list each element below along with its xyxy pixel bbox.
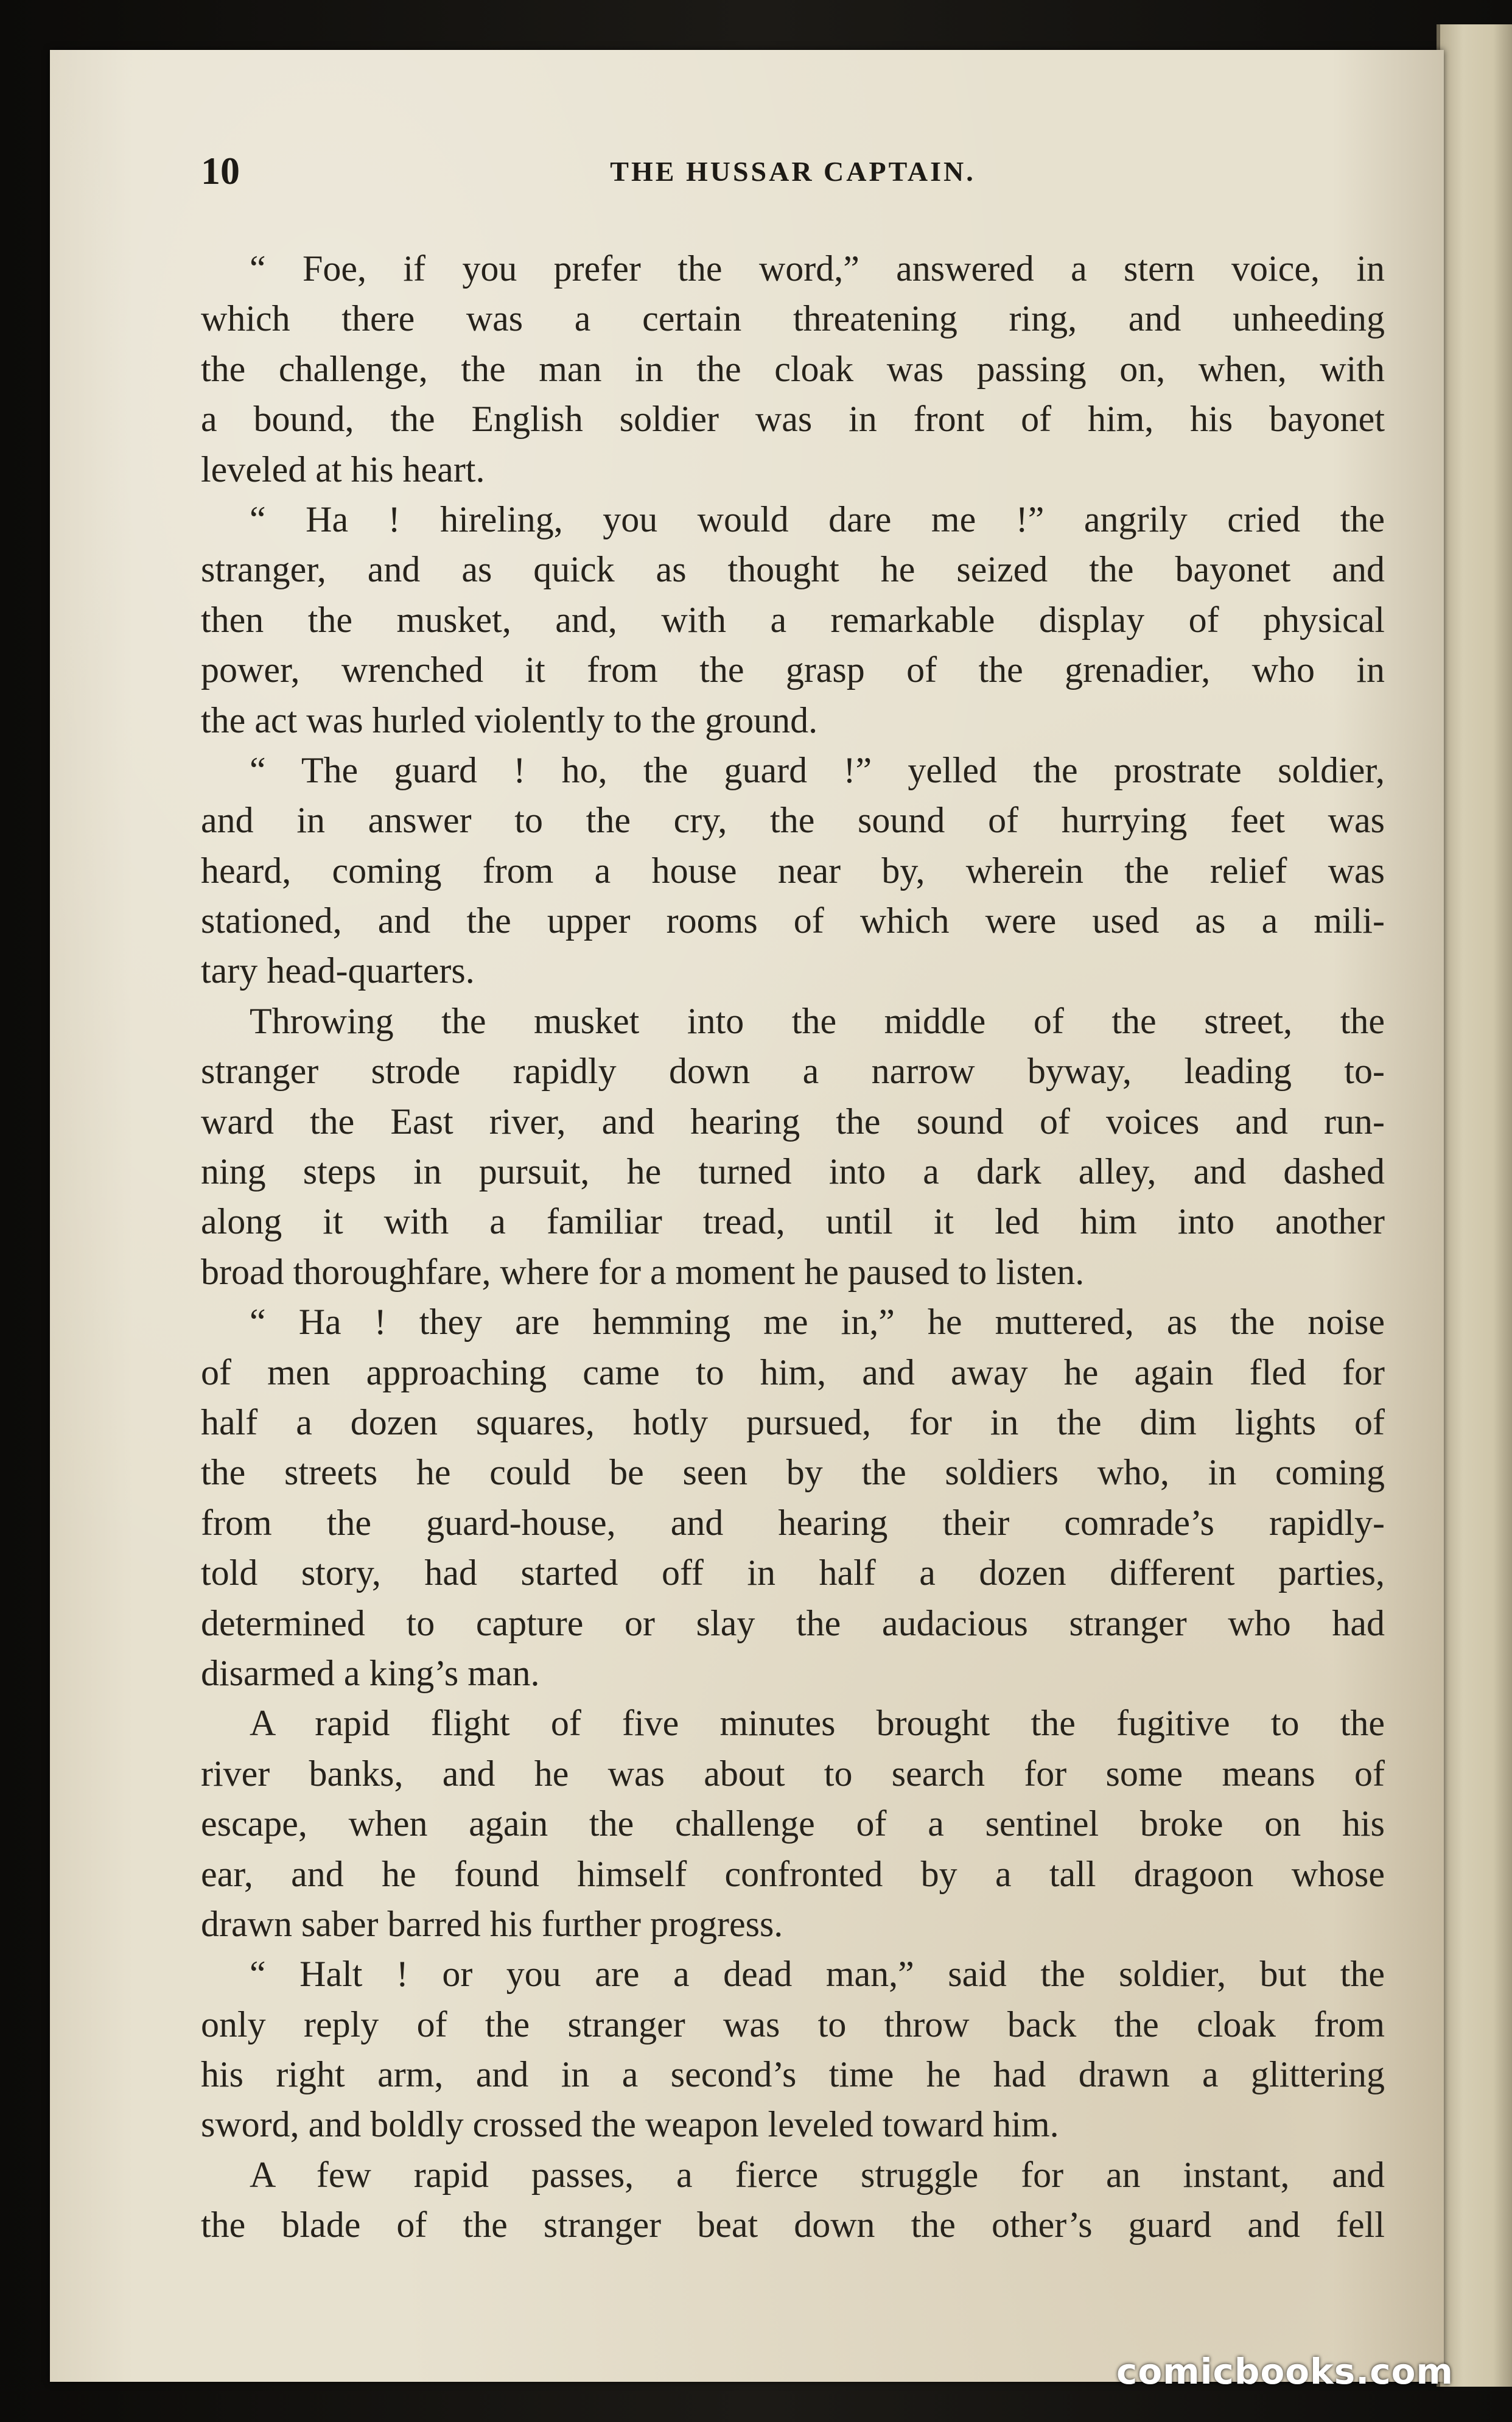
text-line: stationed, and the upper rooms of which were used as a mili- xyxy=(201,900,1385,941)
text-line: along it with a familiar tread, until it led him into another xyxy=(201,1201,1385,1242)
text-line: ear, and he found himself confronted by a tall dragoon whose xyxy=(201,1853,1385,1894)
text-line: Throwing the musket into the middle of the street, the xyxy=(250,1000,1385,1041)
text-line: escape, when again the challenge of a sentinel broke on his xyxy=(201,1803,1385,1844)
text-line: the act was hurled violently to the ground. xyxy=(201,700,818,740)
page-header xyxy=(201,150,1385,192)
text-line: stranger, and as quick as thought he seized the bayonet and xyxy=(201,549,1385,590)
text-line: which there was a certain threatening ring, and unheeding xyxy=(201,298,1385,339)
site-watermark: comicbooks.com xyxy=(1116,2351,1454,2392)
text-line: A rapid flight of five minutes brought the fugitive to the xyxy=(250,1703,1385,1744)
text-line: “ Foe, if you prefer the word,” answered a stern voice, in xyxy=(250,248,1385,289)
text-line: the blade of the stranger beat down the other’s guard and fell xyxy=(201,2205,1385,2245)
text-line: tary head-quarters. xyxy=(201,950,475,991)
text-line: disarmed a king’s man. xyxy=(201,1652,540,1693)
text-line: river banks, and he was about to search for some means of xyxy=(201,1753,1385,1794)
page-number: 10 xyxy=(201,149,240,192)
text-line: and in answer to the cry, the sound of hurrying feet was xyxy=(201,800,1385,841)
text-line: heard, coming from a house near by, wherein the relief was xyxy=(201,850,1385,891)
text-line: a bound, the English soldier was in front of him, his bayonet xyxy=(201,399,1385,440)
text-line: power, wrenched it from the grasp of the grenadier, who in xyxy=(201,650,1385,690)
text-line: stranger strode rapidly down a narrow byway, leading to- xyxy=(201,1051,1385,1092)
text-line: his right arm, and in a second’s time he had drawn a glittering xyxy=(201,2054,1385,2095)
text-line: leveled at his heart. xyxy=(201,449,485,490)
text-line: sword, and boldly crossed the weapon leveled toward him. xyxy=(201,2104,1059,2145)
text-line: “ Halt ! or you are a dead man,” said the soldier, but the xyxy=(250,1954,1385,1995)
text-line: then the musket, and, with a remarkable display of physical xyxy=(201,599,1385,640)
text-line: “ Ha ! hireling, you would dare me !” angrily cried the xyxy=(250,499,1385,539)
text-line: only reply of the stranger was to throw back the cloak from xyxy=(201,2004,1385,2045)
text-line: the challenge, the man in the cloak was passing on, when, with xyxy=(201,348,1385,389)
text-line: A few rapid passes, a fierce struggle for an instant, and xyxy=(250,2154,1385,2195)
facing-page-edge xyxy=(1437,24,1512,2387)
text-line: told story, had started off in half a dozen different parties, xyxy=(201,1553,1385,1593)
page-body xyxy=(201,244,1385,2265)
text-line: half a dozen squares, hotly pursued, for in the dim lights of xyxy=(201,1402,1385,1442)
text-line: drawn saber barred his further progress. xyxy=(201,1903,783,1944)
text-line: determined to capture or slay the audacious stranger who had xyxy=(201,1602,1385,1643)
text-line: from the guard-house, and hearing their comrade’s rapidly- xyxy=(201,1502,1385,1543)
text-line: broad thoroughfare, where for a moment he paused to listen. xyxy=(201,1251,1085,1292)
text-line: the streets he could be seen by the soldiers who, in coming xyxy=(201,1452,1385,1493)
text-line: of men approaching came to him, and away he again fled for xyxy=(201,1352,1385,1392)
running-title: THE HUSSAR CAPTAIN. xyxy=(610,156,976,187)
text-line: ward the East river, and hearing the sound of voices and run- xyxy=(201,1101,1385,1142)
text-line: “ The guard ! ho, the guard !” yelled the prostrate soldier, xyxy=(250,749,1385,790)
text-line: “ Ha ! they are hemming me in,” he muttered, as the noise xyxy=(250,1302,1385,1343)
text-line: ning steps in pursuit, he turned into a dark alley, and dashed xyxy=(201,1151,1385,1192)
